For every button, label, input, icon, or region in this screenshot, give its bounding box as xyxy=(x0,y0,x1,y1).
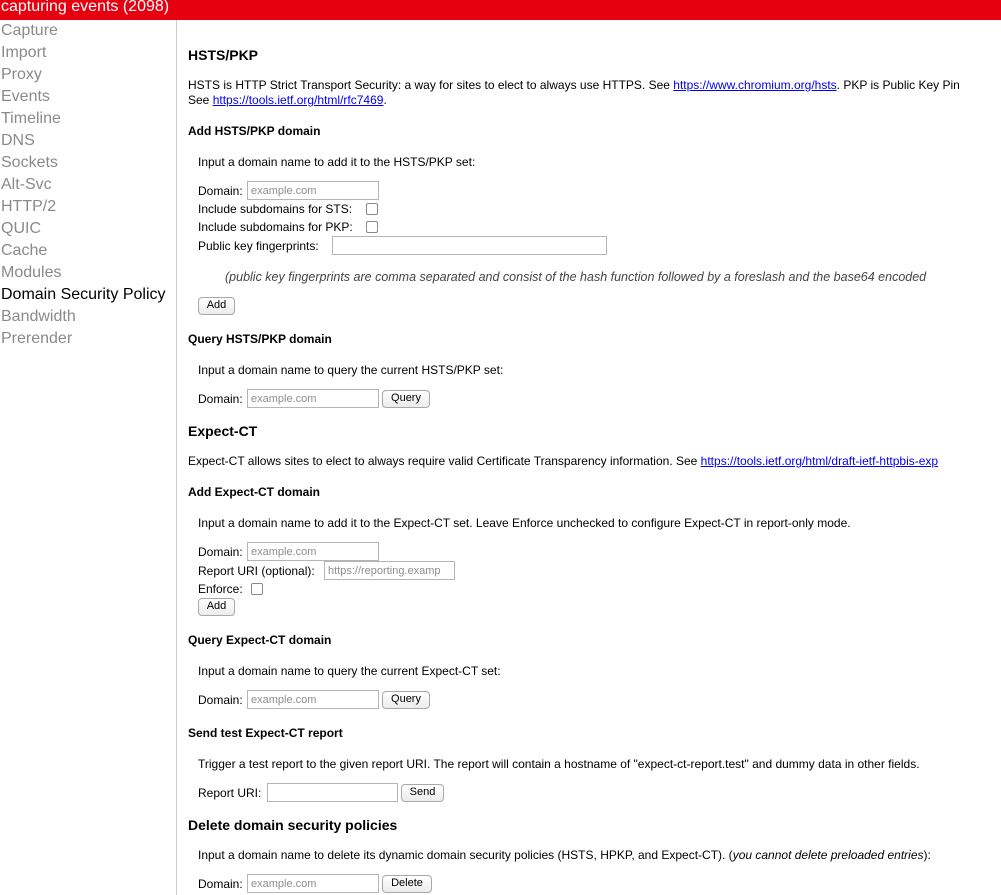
sidebar-item-events[interactable]: Events xyxy=(1,88,50,105)
hsts-link[interactable]: https://www.chromium.org/hsts xyxy=(673,78,837,92)
query-hsts-instructions: Input a domain name to query the current HSTS/PKP set: xyxy=(198,363,504,377)
query-hsts-domain-label: Domain: xyxy=(198,392,243,406)
sts-subdomains-checkbox[interactable] xyxy=(366,203,378,215)
sidebar-item-prerender[interactable]: Prerender xyxy=(1,330,73,347)
add-expect-ct-instructions: Input a domain name to add it to the Expect-CT set. Leave Enforce unchecked to configure Expect-CT in report-only mode. xyxy=(198,516,851,530)
sidebar-item-import[interactable]: Import xyxy=(1,44,47,61)
expect-ct-description: Expect-CT allows sites to elect to always require valid Certificate Transparency information. See https://tools.ietf.org/html/draft-ietf-httpbis-exp xyxy=(188,454,939,468)
fingerprints-note: (public key fingerprints are comma separated and consist of the hash function followed by a foreslash and the base64 encoded xyxy=(225,270,927,284)
status-title: capturing events (2098) xyxy=(1,0,170,15)
expect-ct-title: Expect-CT xyxy=(188,423,258,439)
send-test-report-button[interactable]: Send xyxy=(401,784,444,802)
rfc7469-link[interactable]: https://tools.ietf.org/html/rfc7469 xyxy=(212,93,384,107)
query-expect-ct-title: Query Expect-CT domain xyxy=(188,633,332,647)
delete-domain-input[interactable] xyxy=(247,874,379,893)
query-expect-ct-button[interactable]: Query xyxy=(382,691,430,709)
sidebar-item-cache[interactable]: Cache xyxy=(1,242,48,259)
delete-title: Delete domain security policies xyxy=(188,817,398,833)
query-expect-ct-domain-input[interactable] xyxy=(247,690,379,709)
add-expect-ct-domain-label: Domain: xyxy=(198,545,243,559)
sts-subdomains-label: Include subdomains for STS: xyxy=(198,202,353,216)
query-expect-ct-instructions: Input a domain name to query the current Expect-CT set: xyxy=(198,664,501,678)
add-hsts-button[interactable]: Add xyxy=(198,297,235,315)
pkp-subdomains-checkbox[interactable] xyxy=(366,221,378,233)
sidebar-item-timeline[interactable]: Timeline xyxy=(1,110,61,127)
sidebar-item-alt-svc[interactable]: Alt-Svc xyxy=(1,176,52,193)
sidebar-item-http2[interactable]: HTTP/2 xyxy=(1,198,57,215)
expect-ct-draft-link[interactable]: https://tools.ietf.org/html/draft-ietf-httpbis-exp xyxy=(700,454,939,468)
delete-domain-label: Domain: xyxy=(198,877,243,891)
sidebar-item-quic[interactable]: QUIC xyxy=(1,220,41,237)
add-hsts-domain-input[interactable] xyxy=(247,181,379,200)
hsts-title: HSTS/PKP xyxy=(188,47,259,63)
test-report-title: Send test Expect-CT report xyxy=(188,726,343,740)
add-expect-ct-domain-input[interactable] xyxy=(247,542,379,561)
fingerprints-label: Public key fingerprints: xyxy=(198,239,319,253)
enforce-label: Enforce: xyxy=(198,582,243,596)
test-report-uri-label: Report URI: xyxy=(198,786,262,800)
report-uri-optional-input[interactable] xyxy=(324,561,455,580)
delete-instructions: Input a domain name to delete its dynamic domain security policies (HSTS, HPKP, and Expect-CT). (you cannot delete preloaded entries): xyxy=(198,848,931,862)
query-hsts-button[interactable]: Query xyxy=(382,390,430,408)
test-report-instructions: Trigger a test report to the given report URI. The report will contain a hostname of "expect-ct-report.test" and dummy data in other fields. xyxy=(198,757,920,771)
sidebar-item-dns[interactable]: DNS xyxy=(1,132,35,149)
sidebar xyxy=(0,20,177,895)
query-hsts-title: Query HSTS/PKP domain xyxy=(188,332,332,346)
hsts-description: HSTS is HTTP Strict Transport Security: a way for sites to elect to always use HTTPS. See https://www.chromium.org/hsts. PKP is Public Key Pin xyxy=(188,78,960,92)
query-expect-ct-domain-label: Domain: xyxy=(198,693,243,707)
pkp-description: See https://tools.ietf.org/html/rfc7469. xyxy=(188,93,387,107)
add-hsts-instructions: Input a domain name to add it to the HSTS/PKP set: xyxy=(198,155,476,169)
test-report-uri-input[interactable] xyxy=(267,783,398,802)
sidebar-item-proxy[interactable]: Proxy xyxy=(1,66,42,83)
add-expect-ct-button[interactable]: Add xyxy=(198,598,235,616)
pkp-subdomains-label: Include subdomains for PKP: xyxy=(198,220,353,234)
add-expect-ct-title: Add Expect-CT domain xyxy=(188,485,321,499)
sidebar-item-bandwidth[interactable]: Bandwidth xyxy=(1,308,76,325)
sidebar-item-domain-security-policy[interactable]: Domain Security Policy xyxy=(1,286,166,303)
fingerprints-input[interactable] xyxy=(332,236,607,255)
report-uri-optional-label: Report URI (optional): xyxy=(198,564,315,578)
add-hsts-domain-label: Domain: xyxy=(198,184,243,198)
add-hsts-title: Add HSTS/PKP domain xyxy=(188,124,321,138)
sidebar-item-modules[interactable]: Modules xyxy=(1,264,62,281)
status-bar xyxy=(0,0,1001,20)
enforce-checkbox[interactable] xyxy=(251,583,263,595)
sidebar-item-capture[interactable]: Capture xyxy=(1,22,58,39)
sidebar-item-sockets[interactable]: Sockets xyxy=(1,154,58,171)
query-hsts-domain-input[interactable] xyxy=(247,389,379,408)
main-content xyxy=(188,20,1001,895)
delete-button[interactable]: Delete xyxy=(382,875,432,893)
